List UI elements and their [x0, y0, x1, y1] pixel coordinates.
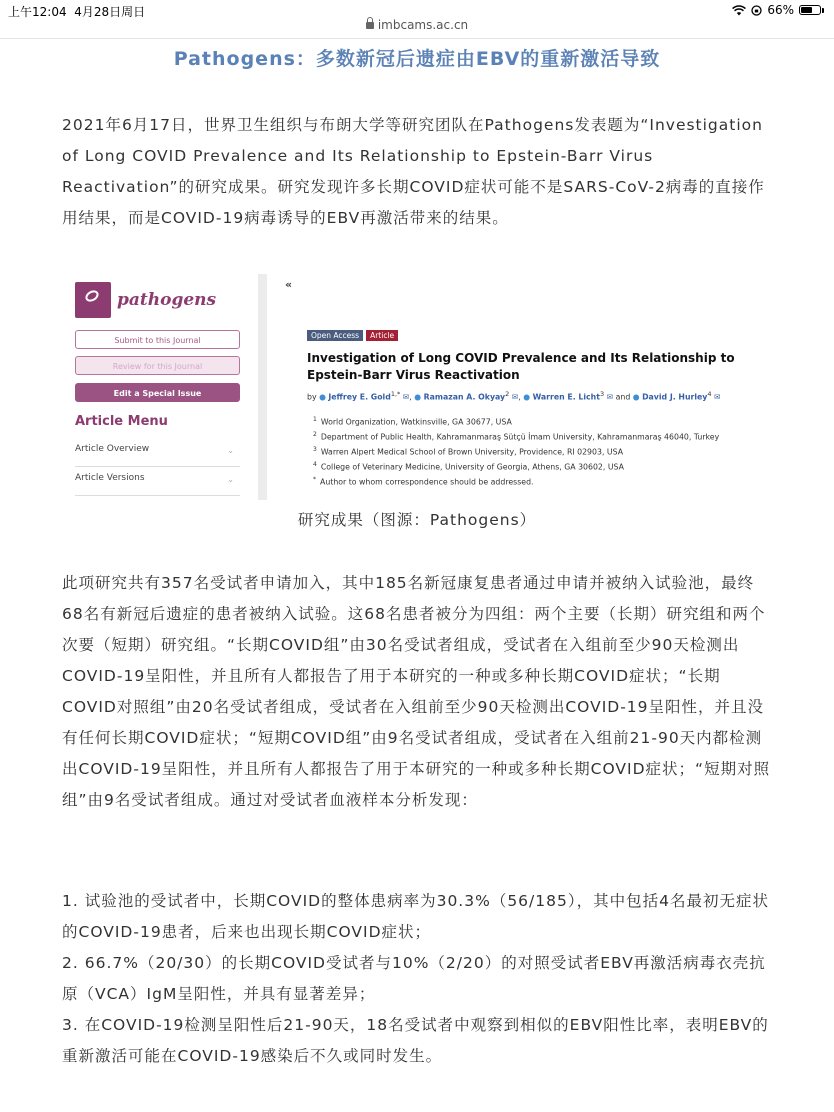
- author-icon: ●: [632, 392, 640, 402]
- affiliation-num: *: [313, 476, 316, 483]
- toolbar-divider: [0, 38, 834, 39]
- finding-item: 3. 在COVID-19检测呈阳性后21-90天，18名受试者中观察到相似的EBV阳性比率，表明EBV的重新激活可能在COVID-19感染后不久或同时发生。: [62, 1016, 769, 1065]
- affiliation: [313, 416, 512, 427]
- affiliation: [313, 446, 623, 457]
- article-type-badge: Article: [366, 330, 398, 341]
- menu-item-label: Article Overview: [75, 444, 150, 454]
- author-list: by ● Jeffrey E. Gold$^{1,*}$ ✉, ● Ramazan A. Okyay$^2$ ✉, ● Warren E. Licht$^3$ ✉ and ● David J. Hurley$^4$ ✉: [307, 390, 721, 402]
- journal-name: pathogens: [117, 290, 217, 310]
- battery-level: [801, 7, 812, 13]
- collapse-icon: «: [285, 278, 293, 291]
- author-name: Ramazan A. Okyay: [423, 392, 506, 402]
- author-icon: ●: [523, 392, 531, 402]
- status-indicators: [732, 3, 824, 17]
- and-text: and: [615, 392, 631, 402]
- author-icon: ●: [319, 392, 326, 402]
- finding-item: 2. 66.7%（20/30）的长期COVID受试者与10%（2/20）的对照受试者EBV再激活病毒衣壳抗原（VCA）IgM呈阳性，并具有显著差异；: [62, 954, 766, 1003]
- special-issue-button: Edit a Special Issue: [75, 383, 240, 402]
- article-paragraph-2: 此项研究共有357名受试者申请加入，其中185名新冠康复患者通过申请并被纳入试验池，最终68名有新冠后遗症的患者被纳入试验。这68名患者被分为四组：两个主要（长期）研究组和两个次要（短期）研究组。“长期COVID组”由30名受试者组成，受试者在入组前至少90天检测出COVID-19呈阳性，并且所有人都报告了用于本研究的一种或多种长期COVID症状；“长期COVID对照组”由20名受试者组成，受试者在入组前至少90天检测出COVID-19呈阳性，并且没有任何长期COVID症状；“短期COVID组”由9名受试者组成，受试者在入组前21-90天内都检测出COVID-19呈阳性，并且所有人都报告了用于本研究的一种或多种长期COVID症状；“短期对照组”由9名受试者组成。通过对受试者血液样本分析发现：: [62, 574, 771, 809]
- article-tags: [307, 330, 398, 341]
- battery-nub: [822, 8, 824, 13]
- author-sup: 3: [599, 390, 605, 398]
- affiliation-num: 4: [313, 461, 317, 468]
- figure-sidebar: [62, 270, 257, 502]
- journal-logo-icon: [75, 282, 111, 318]
- lock-icon: [366, 22, 374, 29]
- authors-prefix: by: [307, 392, 317, 402]
- battery-percent: 66%: [767, 3, 794, 17]
- figure-article-header: [267, 270, 774, 502]
- affiliation-text: Author to whom correspondence should be addressed.: [320, 477, 534, 487]
- chevron-down-icon: ⌄: [227, 446, 234, 455]
- paper-title: Investigation of Long COVID Prevalence and Its Relationship to Epstein-Barr Virus Reactivation: [307, 351, 735, 382]
- time-text: 上午12:04: [8, 5, 67, 19]
- author-name: Jeffrey E. Gold: [328, 392, 391, 402]
- menu-item-versions: [75, 473, 240, 496]
- author-icon: ●: [414, 392, 422, 402]
- mail-icon: ✉: [606, 392, 614, 402]
- mail-icon: ✉: [402, 392, 410, 402]
- affiliation: [313, 476, 534, 487]
- date-text: 4月28日周日: [74, 5, 146, 19]
- finding-item: 1. 试验池的受试者中，长期COVID的整体患病率为30.3%（56/185），其中包括4名最初无症状的COVID-19患者，后来也出现长期COVID症状；: [62, 892, 769, 941]
- affiliation-text: College of Veterinary Medicine, University of Georgia, Athens, GA 30602, USA: [320, 462, 624, 472]
- article-paragraph-1: 2021年6月17日，世界卫生组织与布朗大学等研究团队在Pathogens发表题为“Investigation of Long COVID Prevalence and Its Relationship to Epstein-Barr Virus Reactivation”的研究成果。研究发现许多长期COVID症状可能不是SARS-CoV-2病毒的直接作用结果，而是COVID-19病毒诱导的EBV再激活带来的结果。: [62, 116, 765, 227]
- submit-journal-button: Submit to this Journal: [75, 330, 240, 349]
- url-text: imbcams.ac.cn: [377, 18, 469, 32]
- url-bar[interactable]: [0, 18, 834, 40]
- author-name: Warren E. Licht: [532, 392, 600, 402]
- affiliation: [313, 461, 624, 472]
- wifi-icon: [732, 5, 746, 16]
- author-name: David J. Hurley: [642, 392, 708, 402]
- article-menu-title: Article Menu: [75, 414, 168, 429]
- affiliation-num: 2: [313, 431, 317, 438]
- affiliation-text: Department of Public Health, Kahramanmaraş Sütçü İmam University, Kahramanmaraş 46040, Turkey: [320, 432, 720, 442]
- article-figure: [62, 270, 774, 502]
- affiliation-text: Warren Alpert Medical School of Brown University, Providence, RI 02903, USA: [320, 447, 624, 457]
- author-sup: 1,*: [390, 390, 401, 398]
- figure-caption: 研究成果（图源：Pathogens）: [297, 511, 537, 529]
- orientation-lock-icon: [751, 5, 762, 16]
- author-sup: 2: [505, 390, 510, 398]
- open-access-badge: Open Access: [307, 330, 363, 341]
- menu-item-label: Article Versions: [75, 473, 145, 483]
- affiliation: [313, 431, 719, 442]
- article-title: Pathogens：多数新冠后遗症由EBV的重新激活导致: [173, 48, 661, 70]
- figure-separator: [258, 274, 267, 500]
- mail-icon: ✉: [511, 392, 519, 402]
- findings-list: [62, 886, 774, 1072]
- battery-icon: [799, 5, 821, 15]
- affiliation-text: World Organization, Watkinsville, GA 30677, USA: [320, 417, 512, 427]
- affiliation-num: 1: [313, 416, 317, 423]
- review-journal-button: Review for this Journal: [75, 356, 240, 375]
- affiliation-num: 3: [313, 446, 317, 453]
- mail-icon: ✉: [714, 392, 721, 402]
- author-sup: 4: [707, 390, 712, 398]
- menu-item-overview: [75, 444, 240, 467]
- chevron-down-icon: ⌄: [227, 475, 234, 484]
